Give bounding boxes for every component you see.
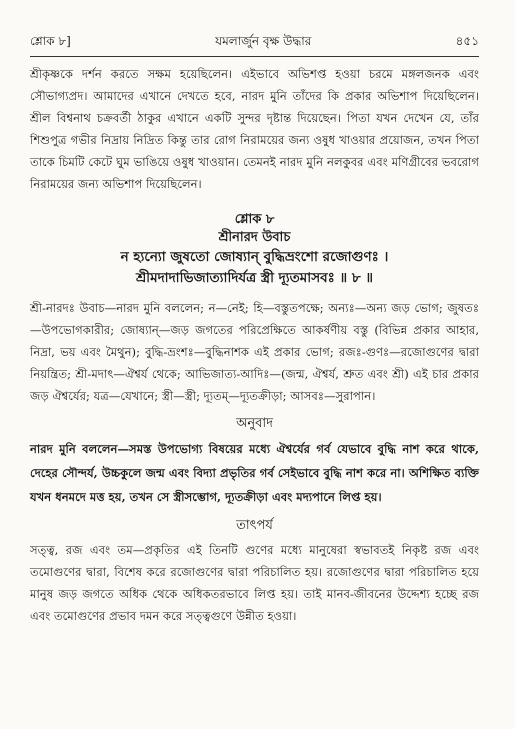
intro-paragraph: শ্রীকৃষ্ণকে দর্শন করতে সক্ষম হয়েছিলেন। এইভাবে অভিশপ্ত হওয়া চরমে মঙ্গলজনক এবং সৌভাগ্যপ্রদ। আমাদের এখানে দেখতে হবে, নারদ মুনি তাঁদের কি প্রকার অভিশাপ দিয়েছিলেন। শ্রীল বিশ্বনাথ চক্রবর্তী ঠাকুর এখানে একটি সুন্দর দৃষ্টান্ত দিয়েছেন। পিতা যখন দেখেন যে, তাঁর শিশুপুত্র গভীর নিদ্রায় নিদ্রিত কিন্তু তার রোগ নিরাময়ের জন্য ওষুধ খাওয়ার প্রয়োজন, তখন পিতা তাকে চিমটি কেটে ঘুম ভাঙিয়ে ওষুধ খাওয়ান। তেমনই নারদ মুনি নলকুবর এবং মণিগ্রীবের ভবরোগ নিরাময়ের জন্য অভিশাপ দিয়েছিলেন।: [30, 67, 479, 191]
verse-line-1: ন হ্যন্যো জুষতো জোষ্যান্ বুদ্ধিভ্রংশো রজোগুণঃ ।: [120, 249, 389, 265]
header-chapter-title: যমলার্জুন বৃক্ষ উদ্ধার: [215, 34, 312, 48]
translation-heading: অনুবাদ: [236, 416, 273, 431]
synonyms-paragraph: শ্রী-নারদঃ উবাচ—নারদ মুনি বললেন; ন—নেই; হি—বস্তুতপক্ষে; অন্যঃ—অন্য জড় ভোগ; জুষতঃ—উপভোগকারীর; জোষ্যান্—জড় জগতের পরিপ্রেক্ষিতে আকর্ষণীয় বস্তু (বিভিন্ন প্রকার আহার, নিদ্রা, ভয় এবং মৈথুন); বুদ্ধি-ভ্রংশঃ—বুদ্ধিনাশক এই প্রকার ভোগ; রজঃ-গুণঃ—রজোগুণের দ্বারা নিয়ন্ত্রিত; শ্রী-মদাৎ—ঐশ্বর্য থেকে; আভিজাত্য-আদিঃ—(জন্ম, ঐশ্বর্য, শ্রুত এবং শ্রী) এই চার প্রকার জড় ঐশ্বর্যের; যত্র—যেখানে; স্ত্রী—স্ত্রী; দ্যূতম্—দ্যূতক্রীড়া; আসবঃ—সুরাপান।: [30, 301, 479, 403]
verse-line-2: শ্রীমদাদাভিজাত্যাদির্যত্র স্ত্রী দ্যূতমাসবঃ ॥ ৮ ॥: [136, 270, 373, 286]
translation-paragraph: নারদ মুনি বললেন—সমস্ত উপভোগ্য বিষয়ের মধ্যে ঐশ্বর্যের গর্ব যেভাবে বুদ্ধি নাশ করে থাকে, দেহের সৌন্দর্য, উচ্চকুলে জন্ম এবং বিদ্যা প্রভৃতির গর্ব সেইভাবে বুদ্ধি নাশ করে না। অশিক্ষিত ব্যক্তি যখন ধনমদে মত্ত হয়, তখন সে স্ত্রীসম্ভোগ, দ্যূতক্রীড়া এবং মদ্যপানে লিপ্ত হয়।: [30, 442, 479, 504]
verse-speaker: শ্রীনারদ উবাচ: [218, 230, 291, 245]
purport-paragraph: সত্ত্ব, রজ এবং তম—প্রকৃতির এই তিনটি গুণের মধ্যে মানুষেরা স্বভাবতই নিকৃষ্ট রজ এবং তমোগুণের দ্বারা, বিশেষ করে রজোগুণের দ্বারা পরিচালিত হয়। রজোগুণের দ্বারা পরিচালিত হয়ে মানুষ জড় জগতে অধিক থেকে অধিকতরভাবে লিপ্ত হয়। তাই মানব-জীবনের উদ্দেশ্য হচ্ছে রজ এবং তমোগুণের প্রভাব দমন করে সত্ত্বগুণে উন্নীত হওয়া।: [30, 543, 479, 623]
page-header: [30, 0, 479, 57]
verse-title: শ্লোক ৮: [234, 212, 275, 227]
page-number: ৪৫১: [455, 34, 479, 48]
header-verse-ref: শ্লোক ৮]: [30, 34, 71, 48]
purport-heading: তাৎপর্য: [236, 518, 273, 533]
